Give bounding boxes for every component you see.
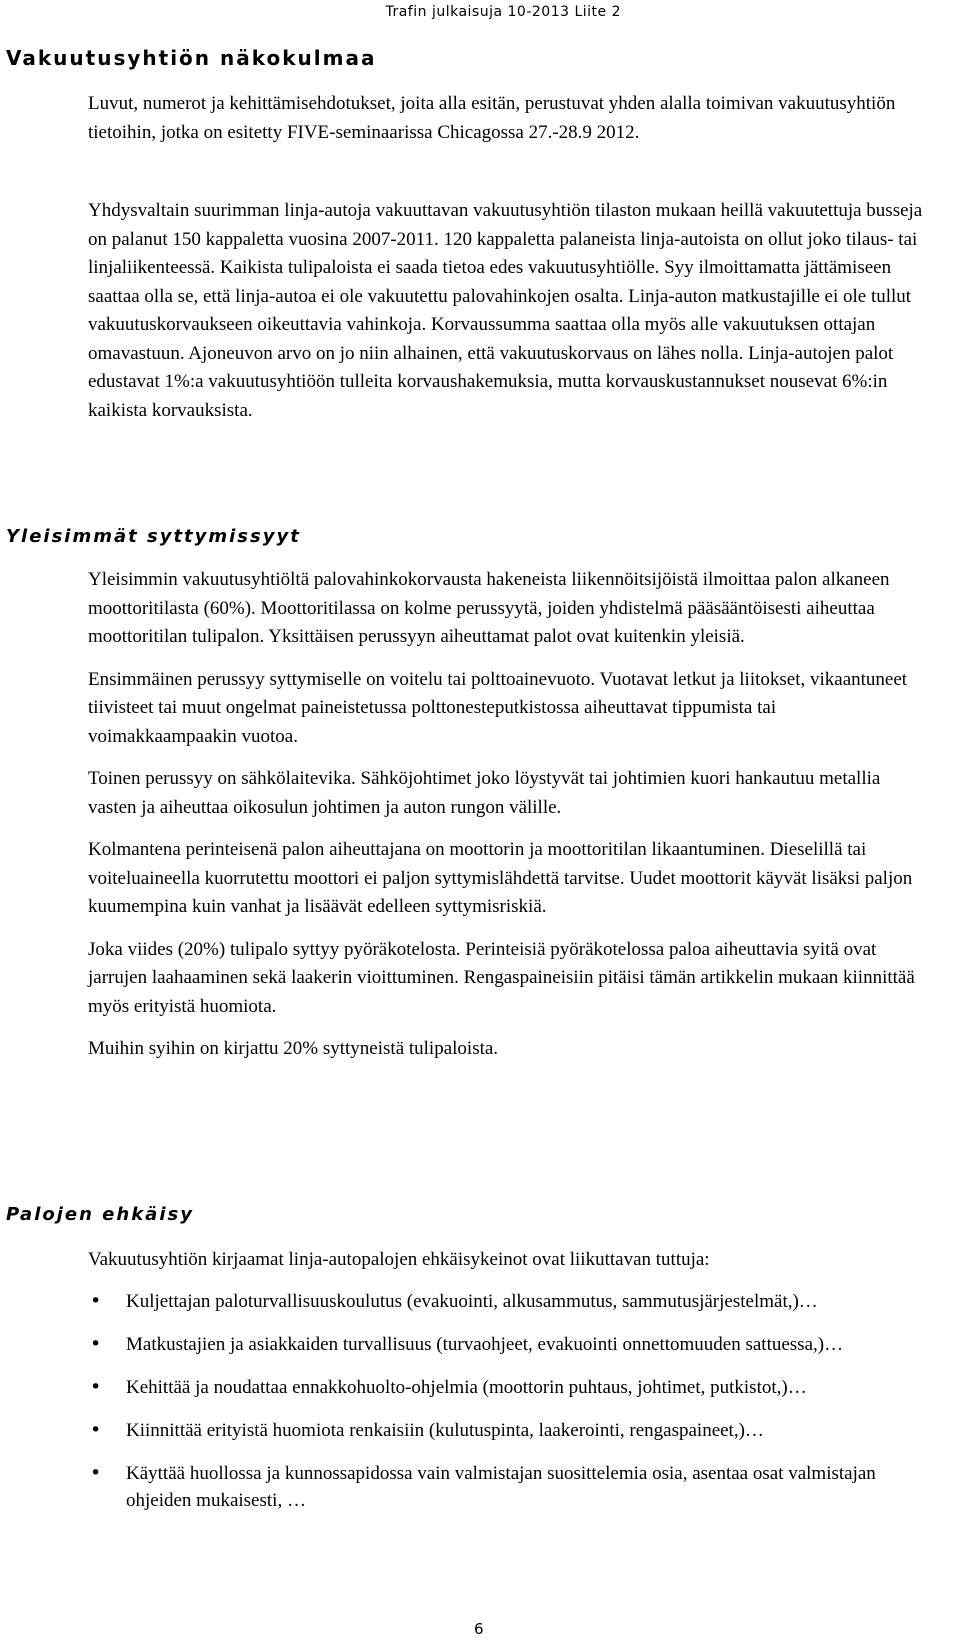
intro-text: Luvut, numerot ja kehittämisehdotukset, joita alla esitän, perustuvat yhden alalla toimivan vakuutusyhtiön tietoihin, jotka on esitetty FIVE-seminaarissa Chicagossa 27.-28.9 2012. bbox=[88, 93, 896, 143]
prevention-heading: Palojen ehkäisy bbox=[6, 1204, 194, 1225]
prevention-list bbox=[88, 1288, 928, 1530]
causes-section bbox=[88, 566, 928, 1078]
page-number: 6 bbox=[474, 1620, 484, 1638]
prevention-intro bbox=[88, 1246, 928, 1275]
causes-paragraph: Yleisimmin vakuutusyhtiöltä palovahinkokorvausta hakeneista liikennöitsijöistä ilmoittaa palon alkaneen moottoritilasta (60%). Moottoritilassa on kolme perussyytä, joiden yhdistelmä pääsääntöisesti aiheuttaa moottoritilan tulipalon. Yksittäisen perussyyn aiheuttamat palot ovat kuitenkin yleisiä. bbox=[88, 569, 890, 647]
list-item bbox=[88, 1374, 928, 1401]
causes-paragraph: Muihin syihin on kirjattu 20% syttyneistä tulipaloista. bbox=[88, 1038, 499, 1059]
causes-paragraph: Ensimmäinen perussyy syttymiselle on voitelu tai polttoainevuoto. Vuotavat letkut ja liitokset, vikaantuneet tiivisteet tai muut ongelmat paineistetussa polttonesteputkistossa aiheuttavat tippumista tai voimakkaampaakin vuotoa. bbox=[88, 668, 908, 747]
causes-paragraph: Toinen perussyy on sähkölaitevika. Sähköjohtimet joko löystyvät tai johtimien kuori hankautuu metallia vasten ja aiheuttaa oikosulun johtimen ja auton rungon välille. bbox=[88, 768, 881, 818]
list-item-text: Kiinnittää erityistä huomiota renkaisiin (kulutuspinta, laakerointi, rengaspaineet,)… bbox=[126, 1420, 764, 1441]
list-item-text: Käyttää huollossa ja kunnossapidossa vain valmistajan suosittelemia osia, asentaa osat valmistajan ohjeiden mukaisesti, … bbox=[126, 1463, 876, 1511]
list-item-text: Kuljettajan paloturvallisuuskoulutus (evakuointi, alkusammutus, sammutusjärjestelmät,)… bbox=[126, 1291, 818, 1312]
causes-heading: Yleisimmät syttymissyyt bbox=[6, 526, 301, 547]
bullet-icon: • bbox=[90, 1419, 102, 1441]
bullet-icon: • bbox=[90, 1290, 102, 1312]
bullet-icon: • bbox=[90, 1462, 102, 1484]
causes-paragraph: Joka viides (20%) tulipalo syttyy pyöräkotelosta. Perinteisiä pyöräkotelossa paloa aiheuttavia syitä ovat jarrujen laahaaminen sekä laakerin vioittuminen. Rengaspaineisiin pitäisi tämän artikkelin mukaan kiinnittää myös erityistä huomiota. bbox=[88, 938, 915, 1017]
statistics-paragraph bbox=[88, 197, 928, 425]
list-item bbox=[88, 1460, 928, 1514]
running-header: Trafin julkaisuja 10-2013 Liite 2 bbox=[385, 4, 621, 20]
page-title: Vakuutusyhtiön näkokulmaa bbox=[6, 46, 377, 70]
bullet-icon: • bbox=[90, 1376, 102, 1398]
prevention-intro-text: Vakuutusyhtiön kirjaamat linja-autopalojen ehkäisykeinot ovat liikuttavan tuttuja: bbox=[88, 1249, 710, 1270]
list-item bbox=[88, 1288, 928, 1315]
list-item-text: Matkustajien ja asiakkaiden turvallisuus (turvaohjeet, evakuointi onnettomuuden sattuessa,)… bbox=[126, 1334, 844, 1355]
list-item bbox=[88, 1417, 928, 1444]
bullet-icon: • bbox=[90, 1333, 102, 1355]
list-item bbox=[88, 1331, 928, 1358]
list-item-text: Kehittää ja noudattaa ennakkohuolto-ohjelmia (moottorin puhtaus, johtimet, putkistot,)… bbox=[126, 1377, 807, 1398]
causes-paragraph: Kolmantena perinteisenä palon aiheuttajana on moottorin ja moottoritilan likaantuminen. Dieselillä tai voiteluaineella kuorrutettu moottori ei paljon syttymislähdettä tarvitse. Uudet moottorit käyvät lisäksi paljon kuumempina kuin vanhat ja lisäävät edelleen syttymisriskiä. bbox=[88, 839, 913, 917]
intro-paragraph bbox=[88, 90, 928, 147]
statistics-text: Yhdysvaltain suurimman linja-autoja vakuuttavan vakuutusyhtiön tilaston mukaan heillä vakuutettuja busseja on palanut 150 kappaletta vuosina 2007-2011. 120 kappaletta palaneista linja-autoista on ollut joko tilaus- tai linjaliikenteessä. Kaikista tulipaloista ei saada tietoa edes vakuutusyhtiölle. Syy ilmoittamatta jättämiseen saattaa olla se, että linja-autoa ei ole vakuutettu palovahinkojen osalta. Linja-auton matkustajille ei ole tullut vakuutuskorvaukseen oikeuttavia vahinkoja. Korvaussumma saattaa olla myös alle vakuutuksen ottajan omavastuun. Ajoneuvon arvo on jo niin alhainen, että vakuutuskorvaus on lähes nolla. Linja-autojen palot edustavat 1%:a vakuutusyhtiöön tulleita korvaushakemuksia, mutta korvauskustannukset nousevat 6%:in kaikista korvauksista. bbox=[88, 200, 923, 421]
